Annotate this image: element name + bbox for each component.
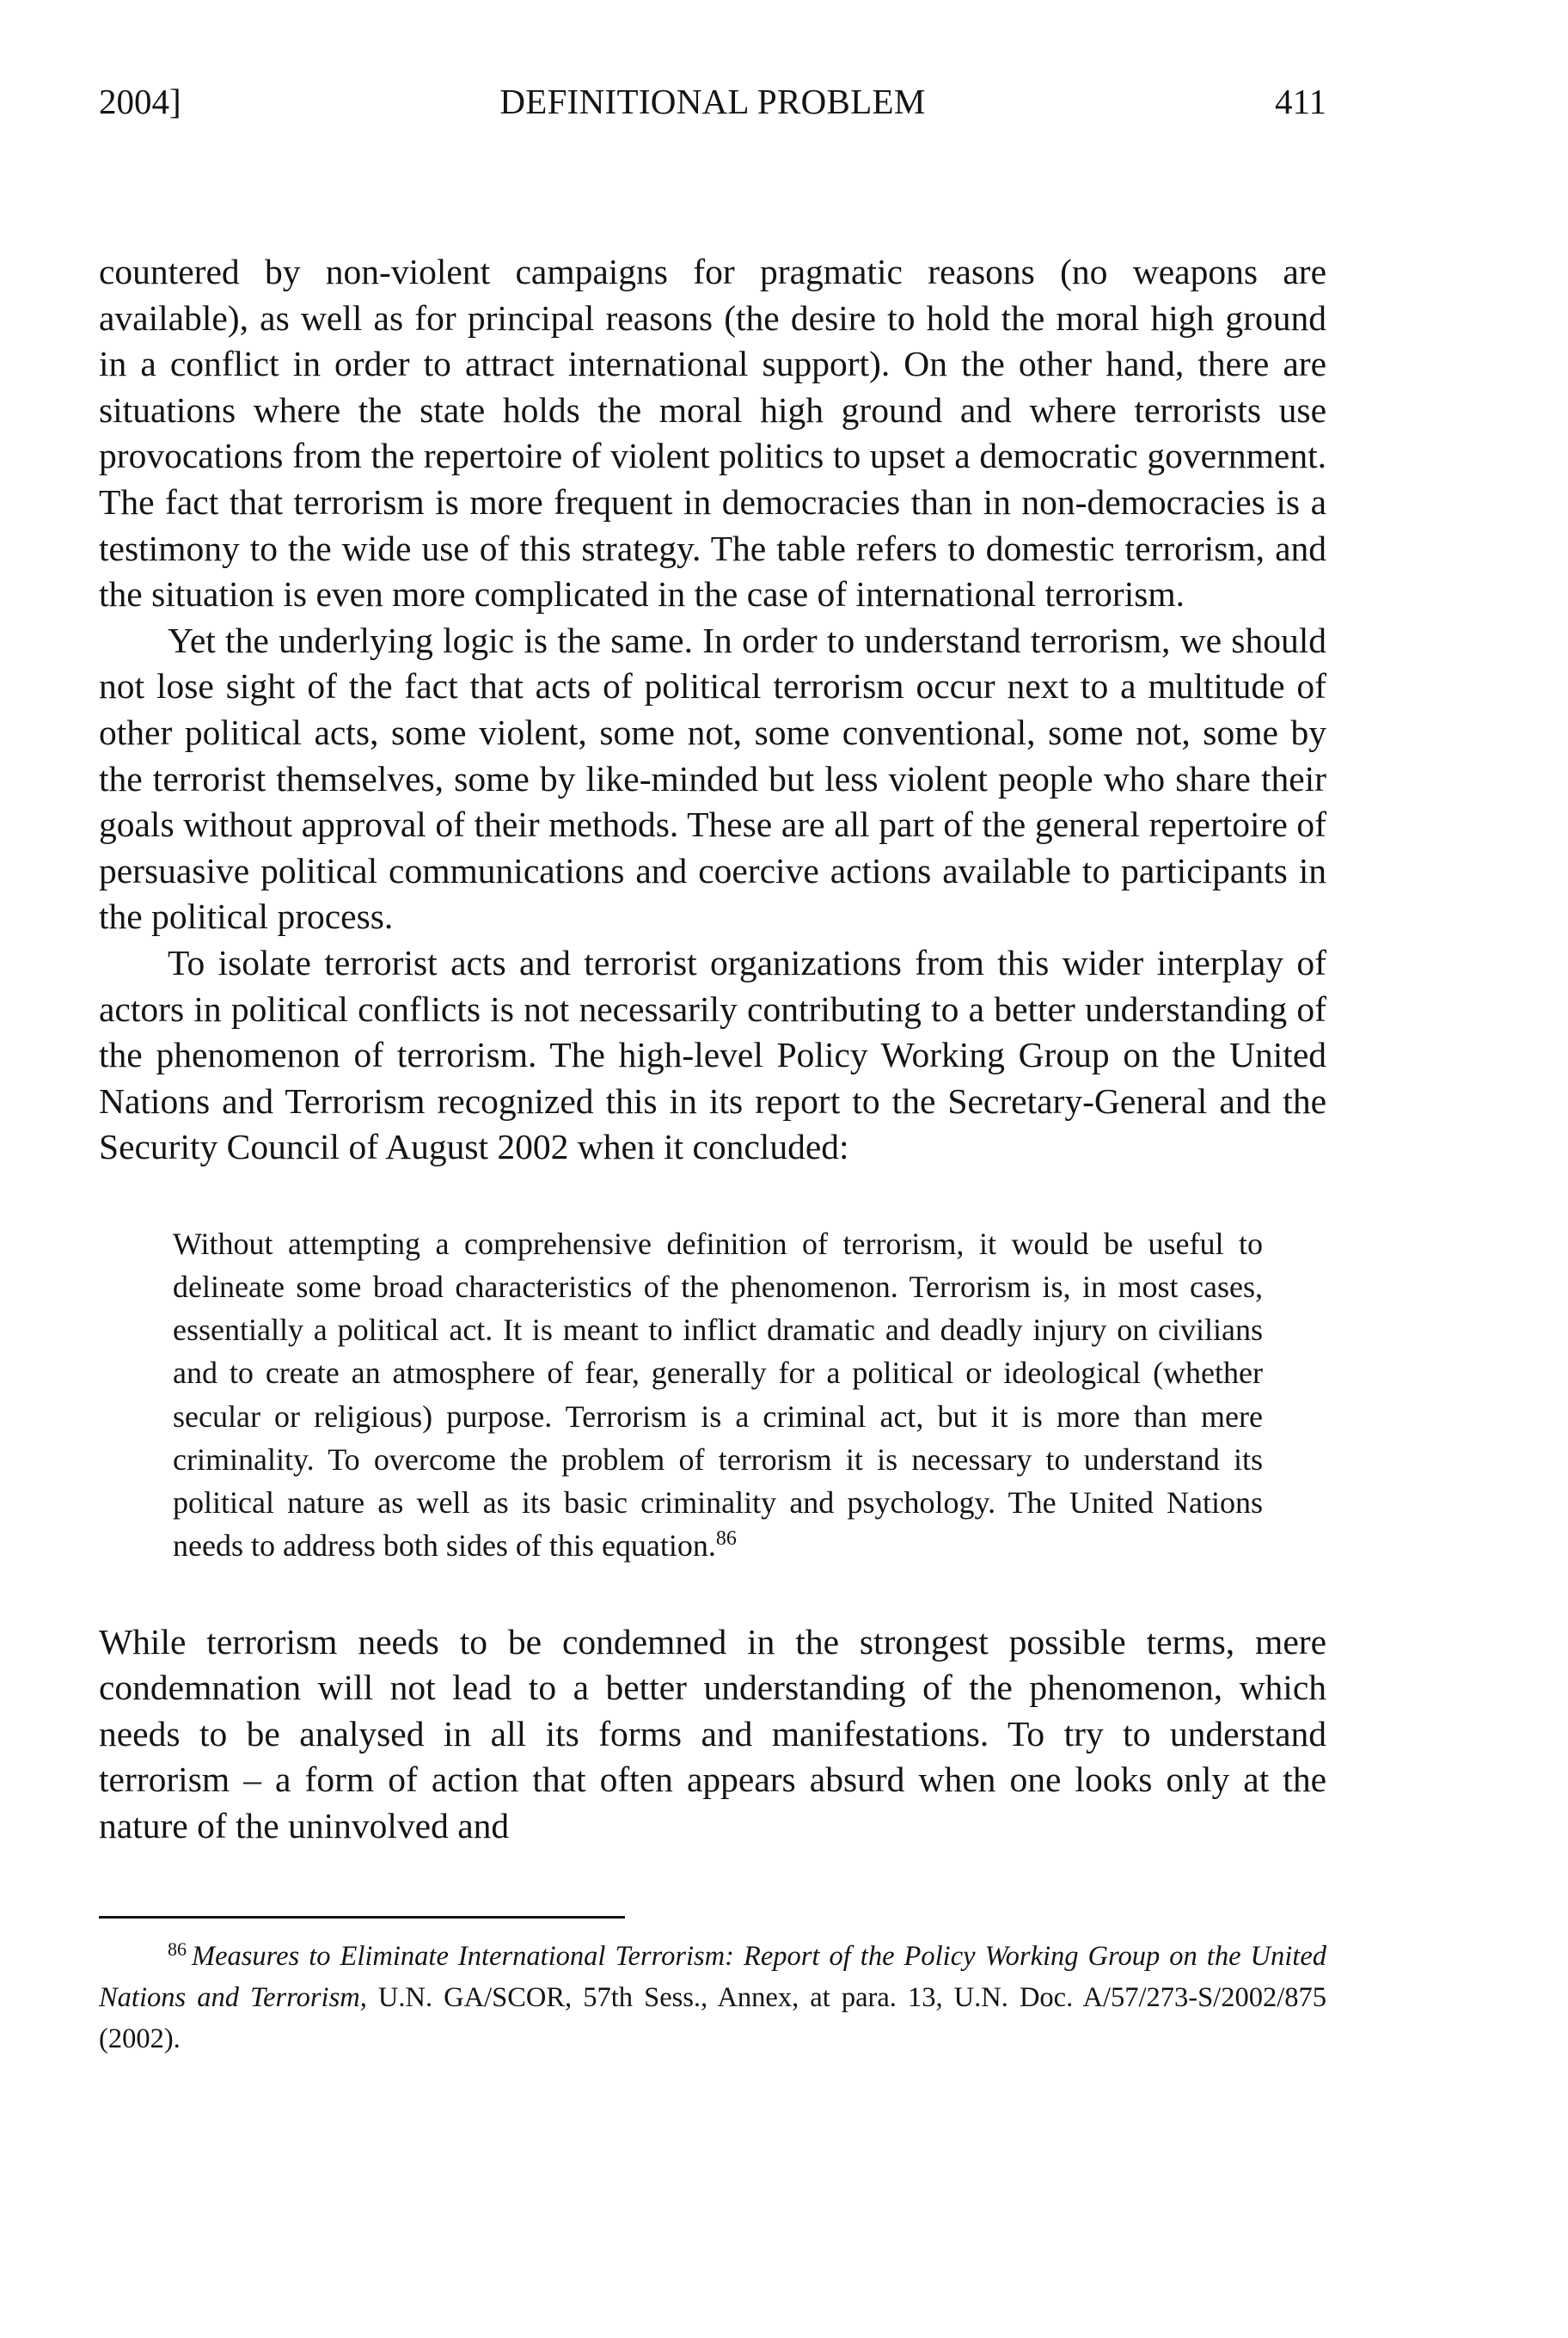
paragraph-2: Yet the underlying logic is the same. In order to understand terrorism, we should not lose sight of the fact that acts of political terrorism occur next to a multitude of other political acts, some violent, some not, some conventional, some not, some by the terrorist themselves, some by like-minded but less violent people who share their goals without approval of their methods. These are all part of the general repertoire of persuasive political communications and coercive actions available to participants in the political process.: [99, 620, 1326, 937]
body-text: [99, 249, 1326, 1171]
header-volume-year: 2004]: [99, 82, 181, 121]
continuation-paragraph: While terrorism needs to be condemned in the strongest possible terms, mere condemnation will not lead to a better understanding of the phenomenon, which needs to be analysed in all its forms and manifestations. To try to understand terrorism – a form of action that often appears absurd when one looks only at the nature of the uninvolved and: [99, 1621, 1326, 1845]
paragraph-3: To isolate terrorist acts and terrorist organizations from this wider interplay of actors in political conflicts is not necessarily contributing to a better understanding of the phenomenon of terrorism. The high-level Policy Working Group on the United Nations and Terrorism recognized this in its report to the Secretary-General and the Security Council of August 2002 when it concluded:: [99, 942, 1326, 1167]
footnote-number: 86: [168, 1937, 187, 1960]
footnote-reference-86: 86: [715, 1527, 737, 1551]
footnote-italic-title: Measures to Eliminate International Terrorism: Report of the Policy Working Group on the United Nations and Terrorism,: [99, 1941, 1326, 2014]
paragraph-1: countered by non-violent campaigns for pragmatic reasons (no weapons are available), as well as for principal reasons (the desire to hold the moral high ground in a conflict in order to attract international support). On the other hand, there are situations where the state holds the moral high ground and where terrorists use provocations from the repertoire of violent politics to upset a democratic government. The fact that terrorism is more frequent in democracies than in non-democracies is a testimony to the wide use of this strategy. The table refers to domestic terrorism, and the situation is even more complicated in the case of international terrorism.: [99, 252, 1326, 615]
header-page-number: 411: [1275, 82, 1326, 121]
block-quote-text: Without attempting a comprehensive definition of terrorism, it would be useful to delineate some broad characteristics of the phenomenon. Terrorism is, in most cases, essentially a political act. It is meant to inflict dramatic and deadly injury on civilians and to create an atmosphere of fear, generally for a political or ideological (whether secular or religious) purpose. Terrorism is a criminal act, but it is more than mere criminality. To overcome the problem of terrorism it is necessary to understand its political nature as well as its basic criminality and psychology. The United Nations needs to address both sides of this equation.: [173, 1226, 1263, 1564]
document-page: [99, 76, 1326, 2060]
footnote-separator-rule: [99, 1916, 625, 1919]
block-quote: [173, 1222, 1263, 1568]
footnote-86: [99, 1936, 1326, 2060]
running-header: [99, 76, 1326, 127]
footnote-citation: U.N. GA/SCOR, 57th Sess., Annex, at para. 13, U.N. Doc. A/57/273-S/2002/875 (2002).: [99, 1982, 1326, 2055]
header-running-title: DEFINITIONAL PROBLEM: [499, 82, 926, 121]
